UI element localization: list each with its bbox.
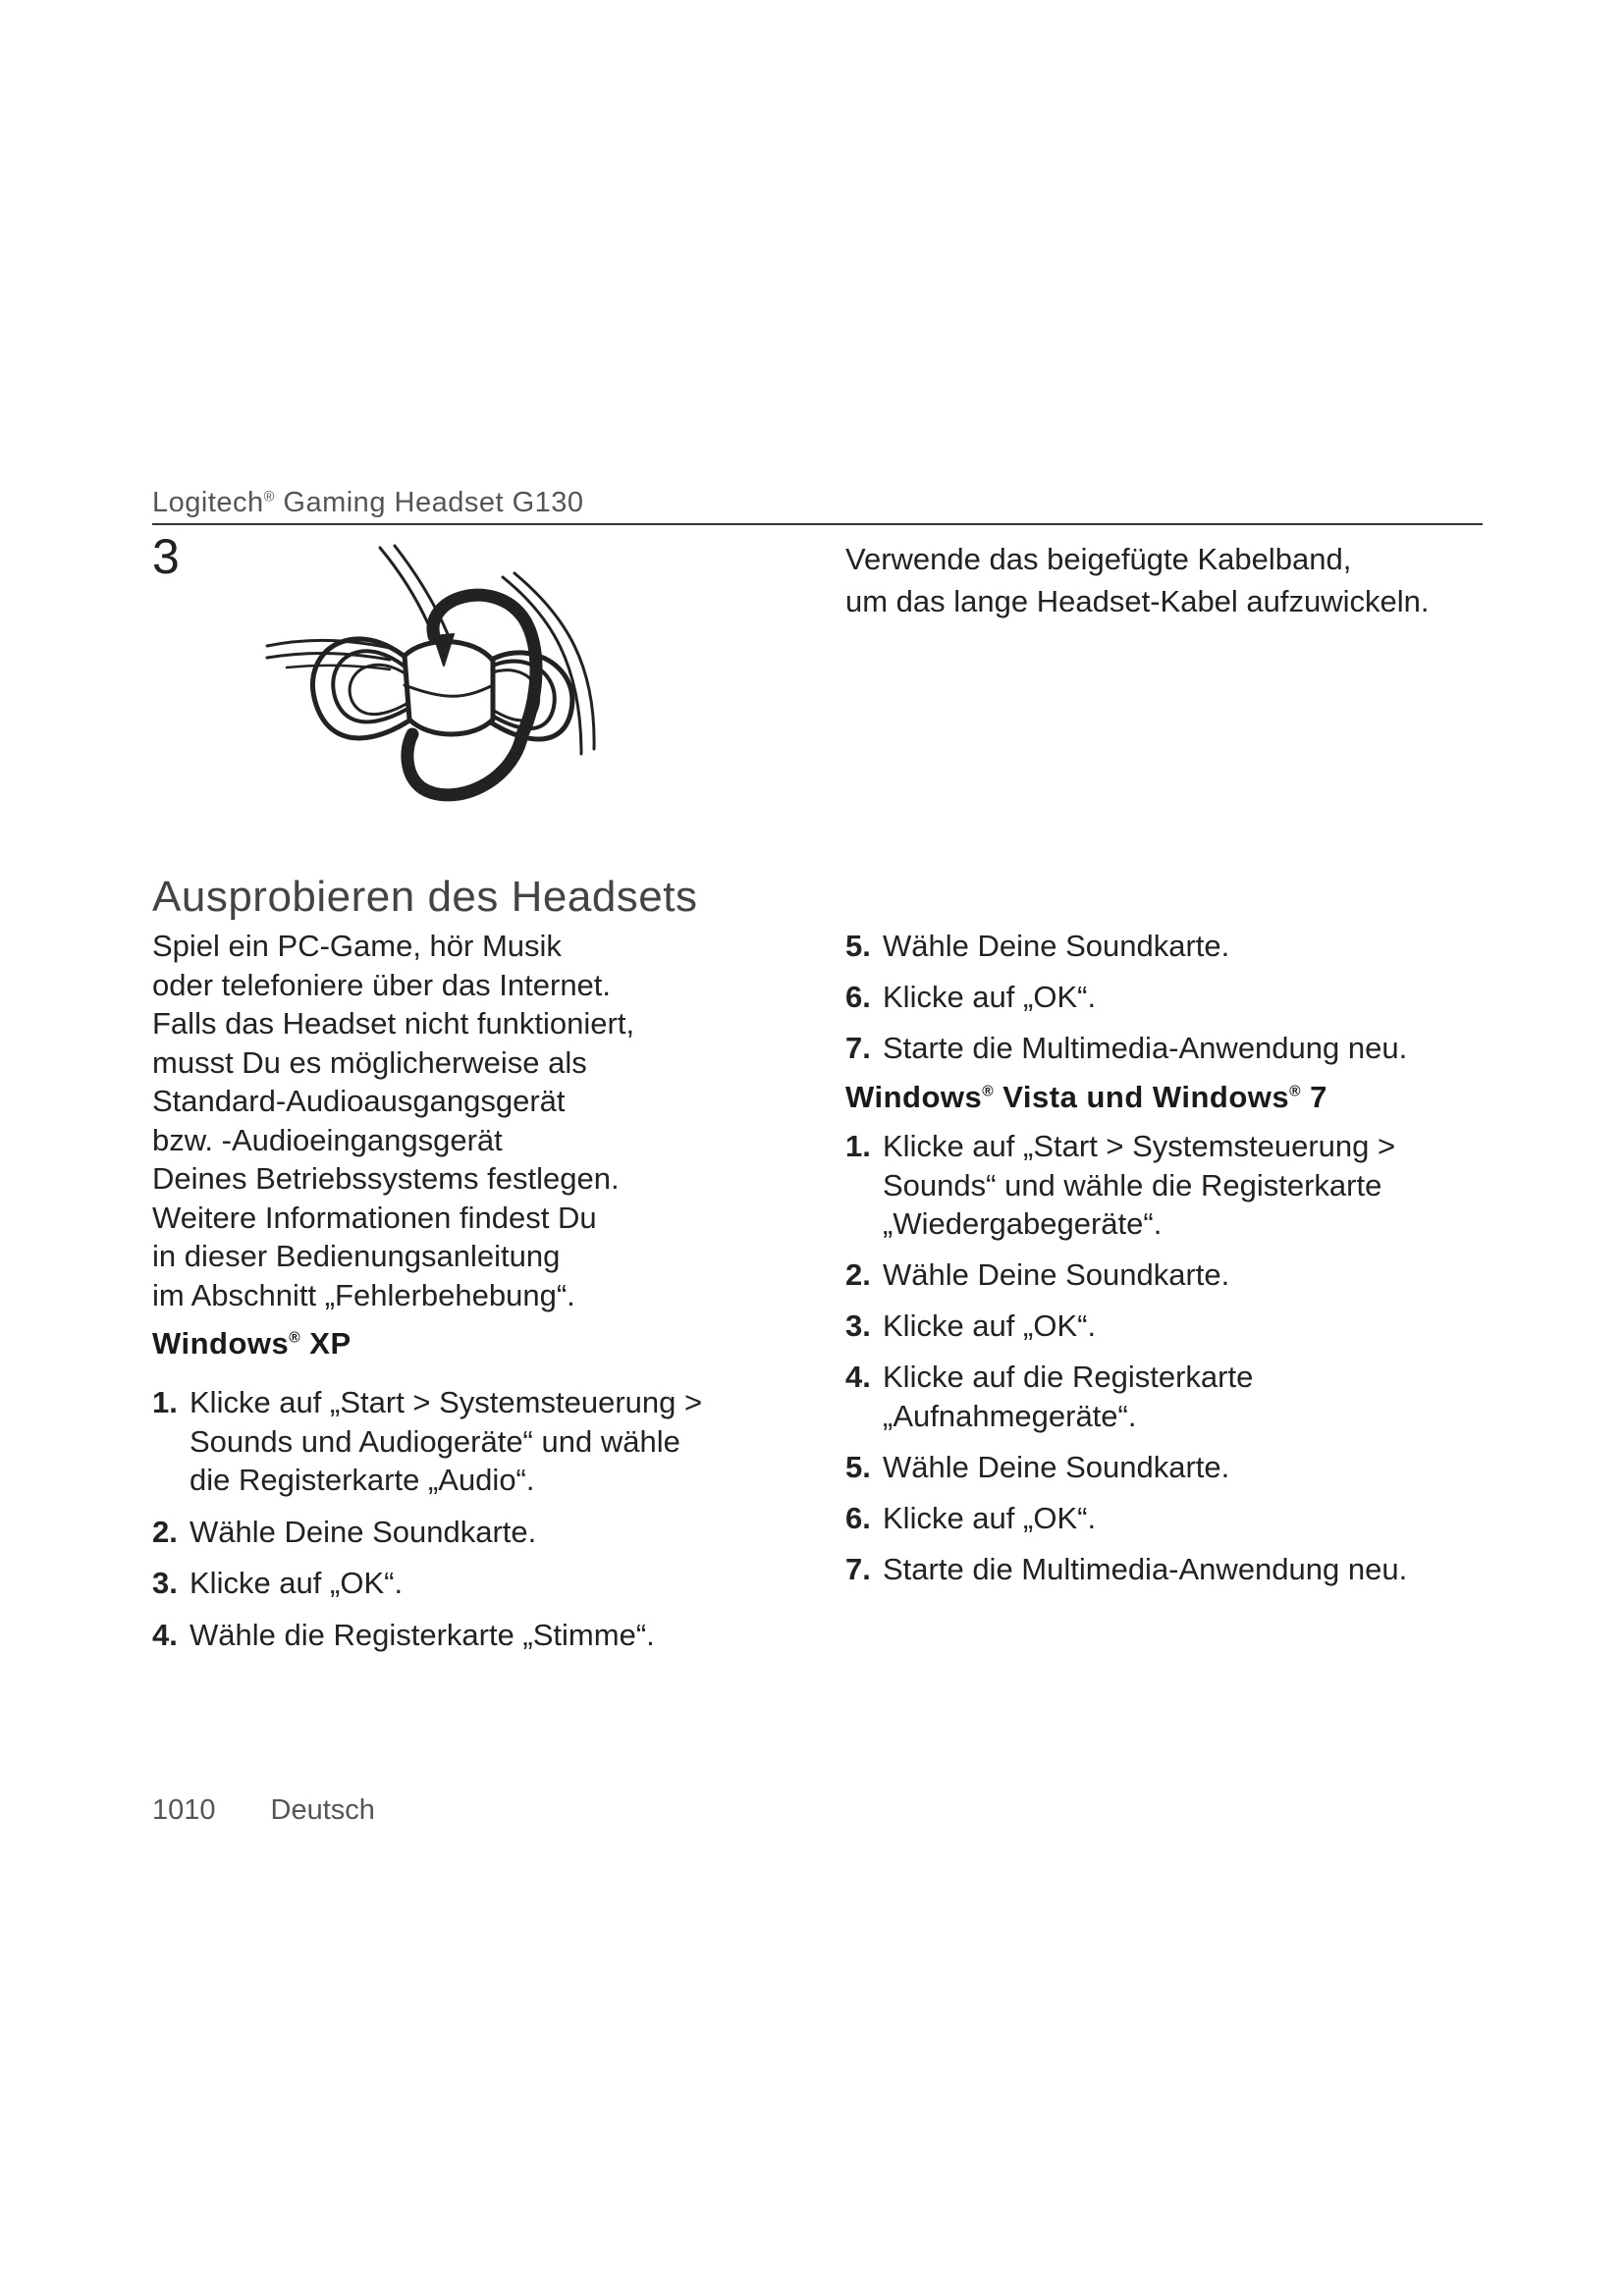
step-text (883, 1448, 1493, 1487)
text-line: um das lange Headset-Kabel aufzuwickeln. (845, 584, 1430, 618)
text-line: Sounds und Audiogeräte“ und wähle (189, 1423, 680, 1459)
windows-xp-heading (152, 1326, 781, 1362)
text-line: im Abschnitt „Fehlerbehebung“. (152, 1277, 575, 1312)
step-index: 1. (152, 1385, 178, 1419)
list-item (845, 978, 1493, 1017)
heading-text: XP (300, 1326, 352, 1361)
page-number: 1010 (152, 1794, 216, 1826)
step-3-instructions (845, 538, 1430, 622)
list-item (845, 1448, 1493, 1487)
windows-xp-steps (152, 1383, 781, 1654)
step-index: 6. (845, 980, 871, 1014)
step-text (883, 1255, 1493, 1295)
heading-text: Vista und Windows (994, 1080, 1290, 1114)
windows-vista-7-heading (845, 1080, 1493, 1115)
registered-mark: ® (1289, 1083, 1302, 1100)
text-line: Spiel ein PC-Game, hör Musik (152, 929, 562, 963)
text-line: Wähle die Registerkarte „Stimme“. (189, 1617, 655, 1652)
text-line: Falls das Headset nicht funktioniert, (152, 1006, 635, 1041)
step-text (189, 1564, 781, 1603)
step-text (883, 1307, 1493, 1346)
step-text (883, 927, 1493, 966)
text-line: Klicke auf „OK“. (883, 980, 1097, 1014)
step-text (189, 1383, 781, 1500)
step-index: 1. (845, 1129, 871, 1163)
step-text (883, 1029, 1493, 1068)
header-rule (152, 523, 1483, 525)
heading-text: 7 (1301, 1080, 1327, 1114)
step-index: 7. (845, 1031, 871, 1065)
step-index: 4. (845, 1360, 871, 1394)
step-text (883, 1499, 1493, 1538)
step-index: 2. (845, 1257, 871, 1292)
text-line: Klicke auf „OK“. (189, 1566, 404, 1600)
step-text (883, 1550, 1493, 1589)
step-index: 5. (845, 1449, 871, 1484)
text-line: Klicke auf „OK“. (883, 1500, 1097, 1535)
list-item (845, 1499, 1493, 1538)
registered-mark: ® (982, 1083, 995, 1100)
text-line: Wähle Deine Soundkarte. (189, 1514, 537, 1549)
list-item (152, 1383, 781, 1500)
windows-vista-7-steps (845, 1127, 1493, 1588)
step-index: 7. (845, 1551, 871, 1586)
footer-language: Deutsch (270, 1794, 375, 1826)
text-line: „Aufnahmegeräte“. (883, 1398, 1137, 1433)
registered-mark: ® (263, 489, 275, 506)
left-column (152, 927, 781, 1667)
list-item (845, 1127, 1493, 1244)
step-index: 3. (152, 1566, 178, 1600)
list-item (845, 1358, 1493, 1435)
section-title: Ausprobieren des Headsets (152, 873, 698, 921)
list-item (845, 1029, 1493, 1068)
list-item (152, 1616, 781, 1655)
text-line: Wähle Deine Soundkarte. (883, 1257, 1230, 1292)
step-text (883, 1358, 1493, 1435)
header-product: Gaming Headset G130 (274, 487, 584, 518)
text-line: Klicke auf „Start > Systemsteuerung > (883, 1129, 1396, 1163)
step-index: 2. (152, 1514, 178, 1549)
right-column (845, 927, 1493, 1601)
text-line: musst Du es möglicherweise als (152, 1044, 587, 1080)
step-index: 5. (845, 929, 871, 963)
registered-mark: ® (289, 1329, 301, 1347)
list-item (152, 1513, 781, 1552)
text-line: Starte die Multimedia-Anwendung neu. (883, 1031, 1408, 1065)
text-line: oder telefoniere über das Internet. (152, 967, 612, 1002)
text-line: Starte die Multimedia-Anwendung neu. (883, 1551, 1408, 1586)
list-item (845, 1255, 1493, 1295)
text-line: Wähle Deine Soundkarte. (883, 1449, 1230, 1484)
heading-text: Windows (845, 1080, 983, 1114)
text-line: Sounds“ und wähle die Registerkarte (883, 1167, 1382, 1202)
text-line: in dieser Bedienungsanleitung (152, 1239, 561, 1273)
text-line: „Wiedergabegeräte“. (883, 1206, 1163, 1241)
step-number: 3 (152, 529, 180, 584)
list-item (845, 1307, 1493, 1346)
text-line: Weitere Informationen findest Du (152, 1200, 597, 1235)
text-line: Deines Betriebssystems festlegen. (152, 1161, 620, 1196)
heading-text: Windows (152, 1326, 290, 1361)
text-line: Wähle Deine Soundkarte. (883, 929, 1230, 963)
cable-tie-wrap-icon (257, 538, 709, 818)
header-brand: Logitech (152, 487, 264, 518)
step-text (883, 978, 1493, 1017)
page-footer (152, 1794, 375, 1827)
list-item (152, 1564, 781, 1603)
text-line: Klicke auf „Start > Systemsteuerung > (189, 1385, 703, 1419)
step-text (189, 1616, 781, 1655)
text-line: Verwende das beigefügte Kabelband, (845, 542, 1352, 576)
intro-paragraph (152, 927, 781, 1314)
step-text (189, 1513, 781, 1552)
step-text (883, 1127, 1493, 1244)
list-item (845, 927, 1493, 966)
text-line: die Registerkarte „Audio“. (189, 1463, 535, 1497)
text-line: Klicke auf „OK“. (883, 1308, 1097, 1343)
text-line: Standard-Audioausgangsgerät (152, 1084, 566, 1118)
text-line: bzw. -Audioeingangsgerät (152, 1122, 503, 1157)
windows-xp-steps-continued (845, 927, 1493, 1068)
step-index: 4. (152, 1617, 178, 1652)
step-index: 3. (845, 1308, 871, 1343)
text-line: Klicke auf die Registerkarte (883, 1360, 1254, 1394)
running-header (152, 487, 584, 519)
list-item (845, 1550, 1493, 1589)
step-index: 6. (845, 1500, 871, 1535)
